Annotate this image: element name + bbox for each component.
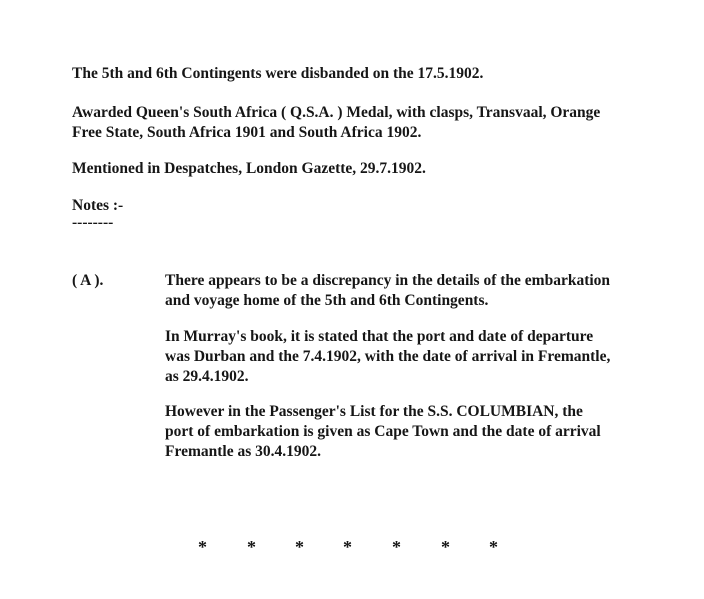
- medal-paragraph: [72, 103, 600, 143]
- disbanded-text: The 5th and 6th Contingents were disbanded on the 17.5.1902.: [72, 65, 484, 82]
- section-divider-stars: [0, 537, 704, 557]
- notes-heading: Notes :-: [72, 197, 124, 214]
- note-line: There appears to be a discrepancy in the details of the embarkation: [165, 272, 611, 289]
- note-line: In Murray's book, it is stated that the port and date of departure: [165, 328, 594, 345]
- divider-star: *: [441, 537, 450, 557]
- note-line: Fremantle as 30.4.1902.: [165, 443, 321, 460]
- note-a-paragraph-3: [165, 402, 601, 462]
- notes-rule: --------: [72, 214, 114, 231]
- note-line: as 29.4.1902.: [165, 368, 249, 385]
- divider-star: *: [247, 537, 256, 557]
- note-a-paragraph-2: [165, 327, 610, 387]
- divider-star: *: [392, 537, 401, 557]
- medal-line: Awarded Queen's South Africa ( Q.S.A. ) Medal, with clasps, Transvaal, Orange: [72, 104, 601, 121]
- divider-star: *: [343, 537, 352, 557]
- note-a-label: ( A ).: [72, 272, 104, 289]
- note-line: and voyage home of the 5th and 6th Contingents.: [165, 292, 489, 309]
- note-a-paragraph-1: [165, 271, 610, 311]
- note-line: was Durban and the 7.4.1902, with the date of arrival in Fremantle,: [165, 348, 611, 365]
- divider-star: *: [295, 537, 304, 557]
- divider-star: *: [198, 537, 207, 557]
- despatches-text: Mentioned in Despatches, London Gazette, 29.7.1902.: [72, 160, 426, 177]
- medal-line: Free State, South Africa 1901 and South Africa 1902.: [72, 124, 422, 141]
- note-line: port of embarkation is given as Cape Town and the date of arrival: [165, 423, 601, 440]
- note-line: However in the Passenger's List for the S.S. COLUMBIAN, the: [165, 403, 583, 420]
- divider-star: *: [489, 537, 498, 557]
